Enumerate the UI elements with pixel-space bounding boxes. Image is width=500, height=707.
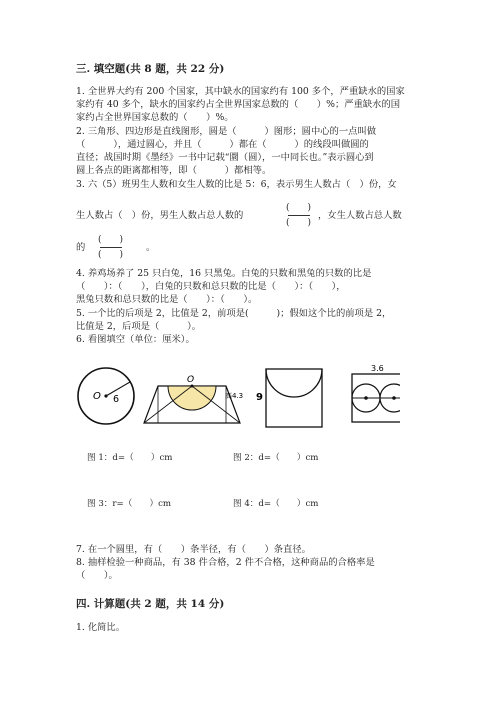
fraction-blank-2 [96, 233, 126, 263]
figure-4-rect-two-circles [352, 364, 400, 422]
question-3-line-2b: ，女生人数占总人数 [318, 210, 402, 221]
figure-3-side-label: 9 [256, 392, 263, 403]
question-6-line: 6. 看图填空（单位：厘米）。 [76, 334, 195, 345]
question-1-line-1: 1. 全世界大约有 200 个国家，其中缺水的国家约有 100 多个，严重缺水的国家 [76, 86, 405, 97]
figure-2-trapezoid-semicircle [144, 375, 243, 423]
figure-2-height-label: 高4.3 [225, 392, 244, 400]
question-4-line-1: 4. 养鸡场养了 25 只白兔，16 只黑兔。白兔的只数和黑兔的只数的比是 [76, 268, 372, 279]
question-2-line-2: （ ），通过圆心，并且（ ）都在（ ）的线段叫做圆的 [76, 139, 369, 150]
section-4-title: 四. 计算题(共 2 题，共 14 分) [76, 598, 225, 610]
question-4-line-3: 黑兔只数和总只数的比是（ ）：（ ）。 [76, 294, 258, 305]
fraction-bar [288, 215, 310, 216]
question-8-line-2: （ ）。 [76, 570, 118, 581]
question-3-line-3a: 的 [76, 242, 86, 253]
fraction-numerator: ( ) [98, 235, 124, 245]
question-8-line-1: 8. 抽样检验一种商品，有 38 件合格，2 件不合格，这种商品的合格率是 [76, 557, 375, 568]
figure-3-caption: 图 3：r=（ ）cm [87, 499, 172, 509]
section-3-title: 三. 填空题(共 8 题，共 22 分) [76, 63, 225, 75]
figure-2-center-label: O [187, 375, 195, 385]
question-7-line: 7. 在一个圆里，有（ ）条半径，有（ ）条直径。 [76, 544, 311, 555]
figure-1-radius-label: 6 [113, 394, 120, 405]
question-2-line-4: 圆上各点的距离都相等，即（ ）都相等。 [76, 165, 272, 176]
fraction-bar [100, 247, 122, 248]
question-4-line-2: （ ）：（ ），白兔的只数和总只数的比是（ ）：（ ）， [76, 281, 346, 292]
fraction-denominator: ( ) [286, 218, 312, 228]
fraction-blank-1 [284, 201, 314, 231]
figure-3-square-semicircle [256, 369, 322, 427]
question-3-line-3b: 。 [146, 242, 156, 253]
figures-diagram [60, 358, 400, 438]
figure-1-caption: 图 1：d=（ ）cm [87, 453, 173, 463]
figure-4-top-label: 3.6 [371, 364, 384, 373]
question-1-line-2: 家约有 40 多个，缺水的国家约占全世界国家总数的（ ）%；严重缺水的国 [76, 99, 401, 110]
figure-1-center-label: O [93, 391, 101, 402]
question-1-line-3: 家约占全世界国家总数的（ ）%。 [76, 112, 234, 123]
question-3-line-1: 3. 六（5）班男生人数和女生人数的比是 5：6，表示男生人数占（ ）份，女 [76, 179, 397, 190]
figure-4-caption: 图 4：d=（ ）cm [233, 499, 319, 509]
question-5-line-1: 5. 一个比的后项是 2，比值是 2，前项是( )；假如这个比的前项是 2， [76, 308, 392, 319]
question-2-line-1: 2. 三角形、四边形是直线图形，圆是（ ）图形；圆中心的一点叫做 [76, 126, 377, 137]
figure-1-circle [78, 368, 134, 424]
question-5-line-2: 比值是 2，后项是（ ）。 [76, 321, 202, 332]
question-2-line-3: 直径；战国时期《墨经》一书中记载“圜（圆），一中同长也。”表示圆心到 [76, 152, 374, 163]
question-3-line-2a: 生人数占（ ）份，男生人数占总人数的 [76, 210, 244, 221]
fraction-denominator: ( ) [98, 250, 124, 260]
fraction-numerator: ( ) [286, 203, 312, 213]
section-4-question-1: 1. 化简比。 [76, 622, 126, 633]
figure-2-caption: 图 2：d=（ ）cm [233, 453, 319, 463]
